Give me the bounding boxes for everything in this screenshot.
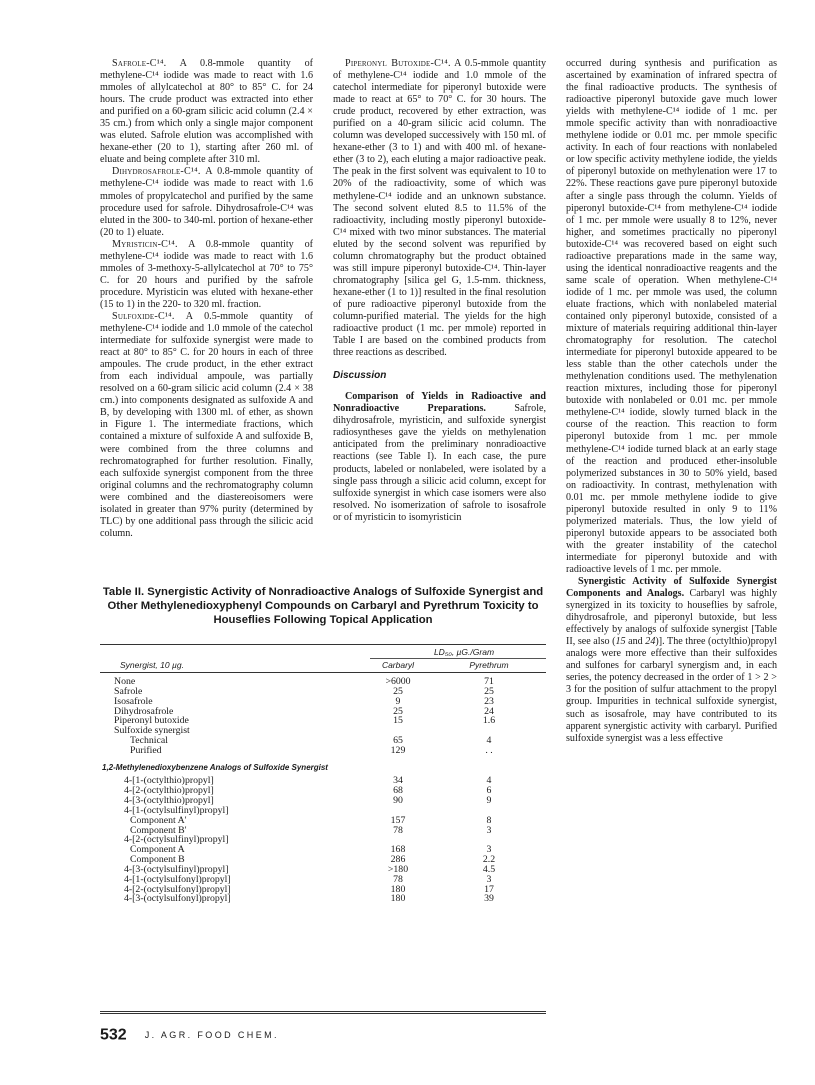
cell-synergist: Component A	[130, 844, 185, 856]
paragraph-body: A 0.8-mmole quantity of methylene-C¹⁴ iodide was made to react with 1.6 mmoles of allylcatechol at 80° to 85° C. for 24 hours. The crude product was extracted into ether and purified on a 60-gram silicic acid column (2.4 × 35 cm.) from which only a single major component was eluted. Safrole elution was accomplished with hexane-ether (20 to 1), starting after 260 ml. of eluate and being complete after 310 ml.	[100, 58, 313, 166]
cell-synergist: Purified	[130, 744, 162, 756]
paragraph-sulfoxide	[100, 311, 313, 540]
cell-synergist: Dihydrosafrole	[114, 705, 174, 717]
cell-synergist: None	[114, 676, 136, 687]
table-col-header-carbaryl: Carbaryl	[381, 660, 415, 670]
paragraph-dihydrosafrole	[100, 166, 313, 238]
page-footer	[100, 1026, 279, 1044]
paragraph-body: Safrole, dihydrosafrole, myristicin, and sulfoxide synergist radiosyntheses gave the yields on methylenation anticipated from the preliminary nonradioactive reactions (see Table I). In each case, the pure products, labeled or nonlabeled, were isolated by a single pass through a silicic acid column, except for sulfoxide synergist in which case isomers were also resolved. No isomerization of safrole to isosafrole or of myristicin to isomyristicin	[333, 403, 546, 523]
cell-pyrethrum: 23	[484, 695, 494, 707]
table-group-rule	[370, 658, 546, 659]
cell-carbaryl: 25	[393, 705, 403, 717]
table-rows-group-a	[100, 677, 546, 756]
text-column-middle	[333, 58, 546, 524]
cell-carbaryl: 90	[393, 795, 403, 807]
section-heading-discussion: Discussion	[333, 370, 387, 382]
cell-pyrethrum: 6	[486, 785, 492, 797]
paragraph-synergistic-activity	[566, 576, 777, 745]
paragraph-body: Carbaryl was highly synergized in its toxicity to houseflies by safrole, dihydrosafrole, and piperonyl butoxide, but less effectively by analogs of sulfoxide synergist [Table II, see also (	[566, 588, 777, 648]
paragraph-body: A 0.5-mmole quantity of methylene-C¹⁴ iodide and 1.0 mmole of the catechol intermediate for sulfoxide synergist were made to react at 80° to 85° C. for 20 hours in each of three ampoules. The crude product, in the ether extract from each individual ampoule, was partially resolved on a 60-gram silicic acid column (2.4 × 38 cm.) into components designated as sulfoxide A and B, by developing with 1300 ml. of ether, as shown in Figure 1. The intermediate fractions, which contained a mixture of sulfoxide A and sulfoxide B, were combined from the three columns and rechromatographed for further resolution. Finally, each sulfoxide synergist component from the three original columns and the rechromatography column were combined and the diastereoisomers were isolated in greater than 97% purity (determined by TLC) by one additional pass through the silicic acid column.	[100, 310, 314, 539]
cell-synergist: Component A'	[130, 814, 187, 826]
cell-carbaryl: 9	[395, 695, 401, 707]
cell-synergist: Technical	[130, 735, 168, 747]
cell-pyrethrum: 25	[484, 685, 494, 697]
cell-carbaryl: 157	[390, 814, 406, 826]
cell-synergist: Isosafrole	[114, 695, 153, 707]
cell-carbaryl: 15	[393, 715, 403, 727]
cell-synergist: 4-[1-(octylsulfinyl)propyl]	[124, 804, 229, 816]
cell-synergist: 4-[2-(octylthio)propyl]	[124, 785, 214, 797]
table-bottom-rule	[100, 1011, 546, 1012]
cell-pyrethrum: 9	[486, 795, 492, 807]
table-rows-group-b	[100, 776, 546, 904]
paragraph-body: and	[625, 636, 646, 648]
cell-synergist: Component B'	[130, 824, 187, 836]
citation-ref: 15	[615, 636, 626, 648]
table-stub-header: Synergist, 10 µg.	[120, 660, 184, 670]
cell-carbaryl: 65	[393, 735, 403, 747]
cell-pyrethrum: 3	[486, 844, 492, 856]
cell-pyrethrum: 8	[486, 814, 492, 826]
subsection-head: Comparison of Yields in Radioactive and Nonradioactive Preparations.	[333, 391, 546, 415]
table-ii	[100, 586, 546, 905]
run-in-head: Safrole-C¹⁴.	[112, 58, 167, 69]
cell-pyrethrum: . .	[485, 744, 493, 756]
cell-carbaryl: 25	[393, 685, 403, 697]
cell-carbaryl: 180	[390, 883, 406, 895]
paragraph-continued: occurred during synthesis and purification as ascertained by examination of infrared spectra of the final radioactive products. The synthesis of radioactive piperonyl butoxide gave much lower yields with methylene-C¹⁴ iodide of 1 mc. per mmole specific activity than with nonradioactive methylene iodide or 0.01 mc. per mmole specific activity. In each of four reactions with nonlabeled or low specific activity methylene iodide, the yields of piperonyl butoxide on methylenation were 17 to 22%. These reactions gave pure piperonyl butoxide after a single pass through the column. Yields of piperonyl butoxide-C¹⁴ from methylene-C¹⁴ iodide of 1 mc. per mmole were usually 8 to 12%, never higher, and sometimes practically no piperonyl butoxide-C¹⁴ was recovered based on eight such radioactive preparations made in the same way, using the identical nonradioactive reagents and the same scale of operation. When methylene-C¹⁴ iodide of 1 mc. per mmole was used, the column eluate fractions, which with nonlabeled material contained only piperonyl butoxide, consisted of a mixture of materials requiring additional thin-layer chromatography for resolution. The catechol intermediate for piperonyl butoxide appeared to be less stable than the other catechols under the methylenation conditions used. The methylenation reaction mixtures, including those for piperonyl butoxide with nonlabeled or 0.01 mc. per mmole methylene-C¹⁴ iodide, slowly turned black in the course of the reaction. This reaction to form piperonyl butoxide from 1 mc. per mmole methylene-C¹⁴ iodide turned black at an early stage of the reaction and produced ether-insoluble polymerized substances in 30 to 50% yield, based on radioactivity. In contrast, methylenation with 0.01 mc. per mmole methylene iodide to give piperonyl butoxide resulted in only 9 to 11% polymerized materials. Thus, the low yield of piperonyl butoxide appears to be associated both with the greater instability of the catechol intermediate for piperonyl butoxide and with radioactive levels of 1 mc. per mmole.	[566, 58, 777, 575]
paragraph-myristicin	[100, 239, 313, 311]
journal-name: J. AGR. FOOD CHEM.	[144, 1030, 279, 1041]
paragraph-body: A 0.5-mmole quantity of methylene-C¹⁴ iodide and 1.0 mmole of the catechol intermediate for piperonyl butoxide were made to react at 65° to 70° C. for 30 hours. The crude product, recovered by ether extraction, was purified on a 40-gram silicic acid column. The column was developed successively with 150 ml. of hexane-ether (3 to 1) and with 400 ml. of hexane-ether (3 to 2), each eluting a major radioactive peak. The peak in the first solvent was equivalent to 10 to 20% of the radioactivity, some of which was methylene-C¹⁴ iodide and an unknown substance. The second solvent eluted 8.5 to 11.5% of the radioactivity, including mostly piperonyl butoxide-C¹⁴ mixed with two minor substances. The material eluted by the second solvent was repurified by column chromatography but the product obtained was still impure piperonyl butoxide-C¹⁴. Thin-layer chromatography [silica gel G, 1.5-mm. thickness, hexane-ether (1 to 1)] resulted in the final resolution of pure radioactive piperonyl butoxide from the column-purified material. The yields for the high radioactive product (1 mc. per mmole) reported in Table I are based on the combined products from three reactions as described.	[333, 58, 546, 359]
run-in-head: Myristicin-C¹⁴.	[112, 238, 178, 250]
text-column-left	[100, 58, 313, 540]
page-number: 532	[100, 1026, 127, 1044]
cell-pyrethrum: 3	[486, 873, 492, 885]
cell-synergist: 4-[2-(octylsulfinyl)propyl]	[124, 834, 229, 846]
cell-carbaryl: 180	[390, 893, 406, 905]
table-col-header-pyrethrum: Pyrethrum	[469, 660, 509, 670]
run-in-head: Piperonyl Butoxide-C¹⁴.	[345, 58, 451, 69]
text-column-right	[566, 58, 777, 745]
table-top-rule	[100, 644, 546, 645]
cell-carbaryl: 78	[393, 824, 403, 836]
paragraph-piperonyl-butoxide	[333, 58, 546, 359]
paragraph-yield-comparison	[333, 391, 546, 524]
run-in-head: Dihydrosafrole-C¹⁴.	[112, 166, 201, 178]
cell-pyrethrum: 4.5	[482, 863, 496, 875]
table-row	[100, 894, 546, 904]
cell-synergist: 4-[3-(octylthio)propyl]	[124, 795, 214, 807]
paragraph-body: A 0.8-mmole quantity of methylene-C¹⁴ iodide was made to react with 1.6 mmoles of propylcatechol and purified by the same procedure used for safrole. Dihydrosafrole-C¹⁴ was eluted in the 300- to 340-ml. portion of hexane-ether (20 to 1) eluate.	[100, 166, 313, 238]
paragraph-body: A 0.8-mmole quantity of methylene-C¹⁴ iodide was made to react with 1.6 mmoles of 3-methoxy-5-allylcatechol at 70° to 75° C. for 20 hours and purified by the safrole procedure. Myristicin was eluted with hexane-ether (15 to 1) in the 220- to 320 ml. fraction.	[100, 238, 313, 310]
cell-carbaryl: 34	[393, 775, 403, 787]
cell-pyrethrum: 3	[486, 824, 492, 836]
table-gap	[100, 756, 546, 763]
table-row	[100, 677, 546, 687]
cell-pyrethrum: 71	[484, 676, 494, 687]
table-caption: Table II. Synergistic Activity of Nonradioactive Analogs of Sulfoxide Synergist and Other Methylenedioxyphenyl Compounds on Carbaryl and Pyrethrum Toxicity to Houseflies Following Topical Application	[102, 586, 544, 626]
paragraph-safrole	[100, 58, 313, 166]
paragraph-body: )]. The three (octylthio)propyl analogs were more effective than their sulfoxides and sulfones for carbaryl synergism and, in each series, the potency decreased in the order of 1 > 2 > 3 for the position of sulfur attachment to the propyl group. Impurities in technical sulfoxide synergist, such as isosafrole, may have contributed to its apparent synergistic activity with carbaryl. Purified sulfoxide synergist was a less effective	[566, 636, 777, 744]
cell-pyrethrum: 17	[484, 883, 494, 895]
cell-synergist: 4-[1-(octylthio)propyl]	[124, 775, 214, 787]
table-body	[100, 677, 546, 904]
cell-carbaryl: 78	[393, 873, 403, 885]
cell-carbaryl: 68	[393, 785, 403, 797]
table-section-label: 1,2-Methylenedioxybenzene Analogs of Sulfoxide Synergist	[102, 762, 328, 772]
cell-synergist: Safrole	[114, 685, 143, 697]
cell-carbaryl: >6000	[385, 676, 411, 687]
table-row	[100, 746, 546, 756]
table-row	[100, 687, 546, 697]
cell-synergist: 4-[2-(octylsulfonyl)propyl]	[124, 883, 231, 895]
cell-synergist: 4-[1-(octylsulfonyl)propyl]	[124, 873, 231, 885]
footer-rule	[100, 1013, 546, 1014]
cell-pyrethrum: 39	[484, 893, 494, 905]
cell-synergist: 4-[3-(octylsulfonyl)propyl]	[124, 893, 231, 905]
cell-pyrethrum: 1.6	[482, 715, 496, 727]
cell-carbaryl: 129	[390, 744, 406, 756]
cell-synergist: Piperonyl butoxide	[114, 715, 189, 727]
table-header-rule	[100, 672, 546, 673]
cell-pyrethrum: 4	[486, 735, 492, 747]
cell-pyrethrum: 4	[486, 775, 492, 787]
subsection-head: Synergistic Activity of Sulfoxide Synergist Components and Analogs.	[566, 576, 777, 600]
cell-carbaryl: >180	[387, 863, 409, 875]
cell-pyrethrum: 24	[484, 705, 494, 717]
cell-synergist: Component B	[130, 854, 185, 866]
run-in-head: Sulfoxide-C¹⁴.	[112, 310, 175, 322]
cell-carbaryl: 168	[390, 844, 406, 856]
cell-synergist: Sulfoxide synergist	[114, 725, 190, 737]
cell-synergist: 4-[3-(octylsulfinyl)propyl]	[124, 863, 229, 875]
table-row	[100, 736, 546, 746]
cell-pyrethrum: 2.2	[482, 854, 496, 866]
table-group-header: LD₅₀, µG./Gram	[433, 647, 495, 657]
citation-ref: 24	[645, 636, 656, 648]
cell-carbaryl: 286	[390, 854, 406, 866]
